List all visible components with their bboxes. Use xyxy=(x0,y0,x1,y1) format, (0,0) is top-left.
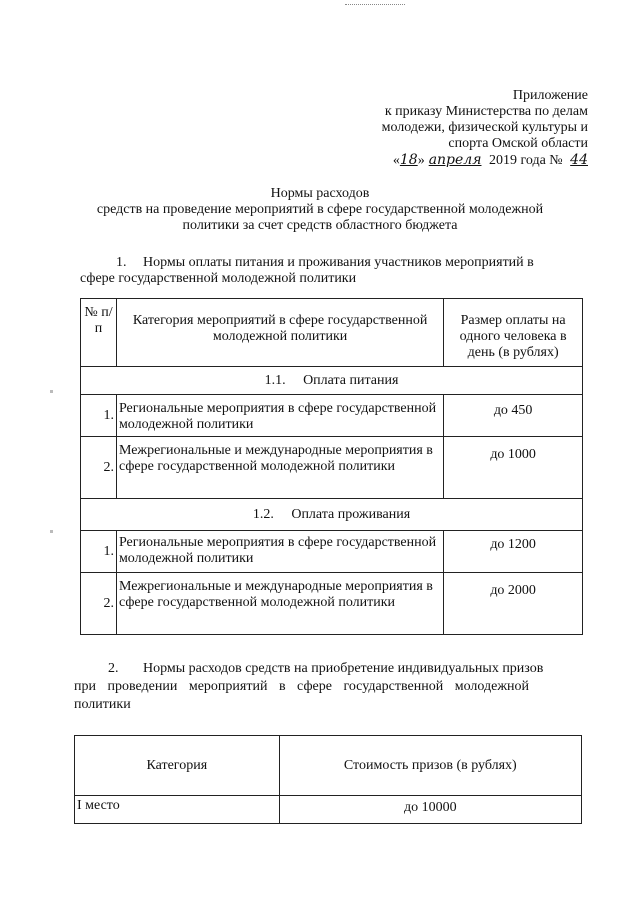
appendix-line: молодежи, физической культуры и xyxy=(381,120,588,135)
header-num: № п/п xyxy=(81,299,117,367)
appendix-line: к приказу Министерства по делам xyxy=(384,104,588,119)
title-line: средств на проведение мероприятий в сфере государственной молодежной xyxy=(96,202,544,217)
table-row xyxy=(81,573,583,635)
row-num: 2. xyxy=(81,437,117,499)
appendix-line: спорта Омской области xyxy=(448,136,588,151)
section2-heading-line: Нормы расходов средств на приобретение индивидуальных призов xyxy=(143,661,544,676)
table-row xyxy=(81,437,583,499)
section2-num: 2. xyxy=(108,661,119,676)
header-category: Категория мероприятий в сфере государственной молодежной политики xyxy=(116,299,443,367)
table-header-row xyxy=(75,736,582,796)
group-label: Оплата питания xyxy=(303,372,399,388)
section2-heading-line: при проведении мероприятий в сфере государственной молодежной xyxy=(74,679,529,694)
scan-dot xyxy=(50,530,53,533)
row-cost: до 10000 xyxy=(279,796,581,824)
row-num: 1. xyxy=(81,395,117,437)
section2-heading-line: политики xyxy=(74,697,131,712)
meals-lodging-table xyxy=(80,298,583,635)
row-amount: до 2000 xyxy=(444,573,583,635)
row-category: Региональные мероприятия в сфере государственной молодежной политики xyxy=(116,395,443,437)
appendix-label: Приложение xyxy=(512,88,588,103)
table-row xyxy=(75,796,582,824)
row-amount: до 1000 xyxy=(444,437,583,499)
row-amount: до 450 xyxy=(444,395,583,437)
appendix-date-line: «18» апреля 2019 года № 44 xyxy=(392,152,588,168)
prizes-table xyxy=(74,735,582,824)
scan-mark xyxy=(345,0,405,5)
table-header-row xyxy=(81,299,583,367)
row-category: I место xyxy=(75,796,280,824)
section1-num: 1. xyxy=(116,255,127,270)
group-title-row xyxy=(81,499,583,531)
table-row xyxy=(81,531,583,573)
group-title xyxy=(81,367,583,395)
group-num: 1.2. xyxy=(252,506,274,522)
group-num: 1.1. xyxy=(264,372,286,388)
row-category: Региональные мероприятия в сфере государственной молодежной политики xyxy=(116,531,443,573)
title-line: Нормы расходов xyxy=(270,186,370,201)
row-num: 2. xyxy=(81,573,117,635)
group-label: Оплата проживания xyxy=(291,506,411,522)
row-category: Межрегиональные и международные мероприятия в сфере государственной молодежной политики xyxy=(116,573,443,635)
row-num: 1. xyxy=(81,531,117,573)
group-title xyxy=(81,499,583,531)
scan-dot xyxy=(50,390,53,393)
group-title-row xyxy=(81,367,583,395)
section1-heading-line: сфере государственной молодежной политики xyxy=(80,271,357,286)
row-category: Межрегиональные и международные мероприятия в сфере государственной молодежной политики xyxy=(116,437,443,499)
row-amount: до 1200 xyxy=(444,531,583,573)
date-year: 2019 года № xyxy=(488,153,563,168)
title-line: политики за счет средств областного бюджета xyxy=(182,218,458,233)
date-day: 18 xyxy=(399,152,418,168)
date-month: апреля xyxy=(428,152,482,168)
header-amount: Размер оплаты на одного человека в день (в рублях) xyxy=(444,299,583,367)
order-number: 44 xyxy=(570,152,588,168)
table-row xyxy=(81,395,583,437)
header-category: Категория xyxy=(75,736,280,796)
header-cost: Стоимость призов (в рублях) xyxy=(279,736,581,796)
section1-heading-line: Нормы оплаты питания и проживания участников мероприятий в xyxy=(143,255,534,270)
